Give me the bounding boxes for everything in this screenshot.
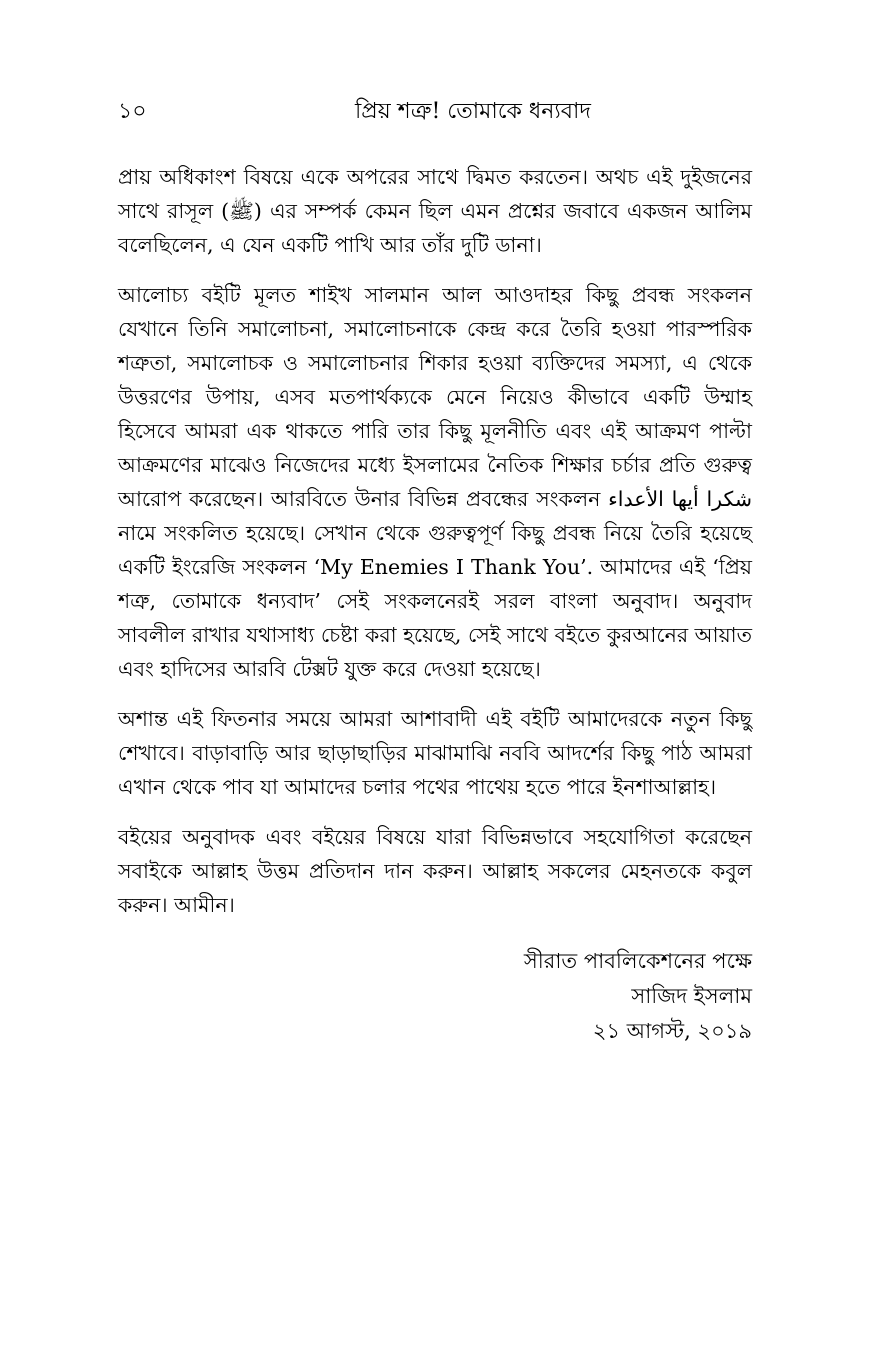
signature-organization: সীরাত পাবলিকেশনের পক্ষে: [523, 949, 752, 973]
body-text: [118, 160, 752, 922]
page-header: [118, 92, 758, 132]
page-number: ১০: [118, 99, 147, 124]
signature-name: সাজিদ ইসলাম: [631, 984, 752, 1008]
paragraph-2: আলোচ্য বইটি মূলত শাইখ সালমান আল আওদাহর কিছু প্রবন্ধ সংকলন যেখানে তিনি সমালোচনা, সমালোচনাকে কেন্দ্র করে তৈরি হওয়া পারস্পরিক শত্রুতা, সমালোচক ও সমালোচনার শিকার হওয়া ব্যক্তিদের সমস্যা, এ থেকে উত্তরণের উপায়, এসব মতপার্থক্যকে মেনে নিয়েও কীভাবে একটি উম্মাহ হিসেবে আমরা এক থাকতে পারি তার কিছু মূলনীতি এবং এই আক্রমণ পাল্টা আক্রমণের মাঝেও নিজেদের মধ্যে ইসলামের নৈতিক শিক্ষার চর্চার প্রতি গুরুত্ব আরোপ করেছেন। আরবিতে উনার বিভিন্ন প্রবন্ধের সংকলন شكرا أيها الأعداء নামে সংকলিত হয়েছে। সেখান থেকে গুরুত্বপূর্ণ কিছু প্রবন্ধ নিয়ে তৈরি হয়েছে একটি ইংরেজি সংকলন ‘My Enemies I Thank You’. আমাদের এই ‘প্রিয় শত্রু, তোমাকে ধন্যবাদ’ সেই সংকলনেরই সরল বাংলা অনুবাদ। অনুবাদ সাবলীল রাখার যথাসাধ্য চেষ্টা করা হয়েছে, সেই সাথে বইতে কুরআনের আয়াত এবং হাদিসের আরবি টেক্সট যুক্ত করে দেওয়া হয়েছে।: [118, 283, 752, 681]
signature-date: ২১ আগস্ট, ২০১৯: [592, 1019, 752, 1043]
paragraph-4: বইয়ের অনুবাদক এবং বইয়ের বিষয়ে যারা বিভিন্নভাবে সহযোগিতা করেছেন সবাইকে আল্লাহ উত্তম প্রতিদান দান করুন। আল্লাহ সকলের মেহনতকে কবুল করুন। আমীন।: [118, 825, 752, 917]
paragraph-3: অশান্ত এই ফিতনার সময়ে আমরা আশাবাদী এই বইটি আমাদেরকে নতুন কিছু শেখাবে। বাড়াবাড়ি আর ছাড়াছাড়ির মাঝামাঝি নববি আদর্শের কিছু পাঠ আমরা এখান থেকে পাব যা আমাদের চলার পথের পাথেয় হতে পারে ইনশাআল্লাহ।: [118, 707, 752, 799]
running-title: প্রিয় শত্রু! তোমাকে ধন্যবাদ: [355, 99, 591, 124]
paragraph-1: প্রায় অধিকাংশ বিষয়ে একে অপরের সাথে দ্বিমত করতেন। অথচ এই দুইজনের সাথে রাসূল (ﷺ) এর সম্পর্ক কেমন ছিল এমন প্রশ্নের জবাবে একজন আলিম বলেছিলেন, এ যেন একটি পাখি আর তাঁর দুটি ডানা।: [118, 165, 752, 257]
signature-block: [440, 944, 752, 1049]
